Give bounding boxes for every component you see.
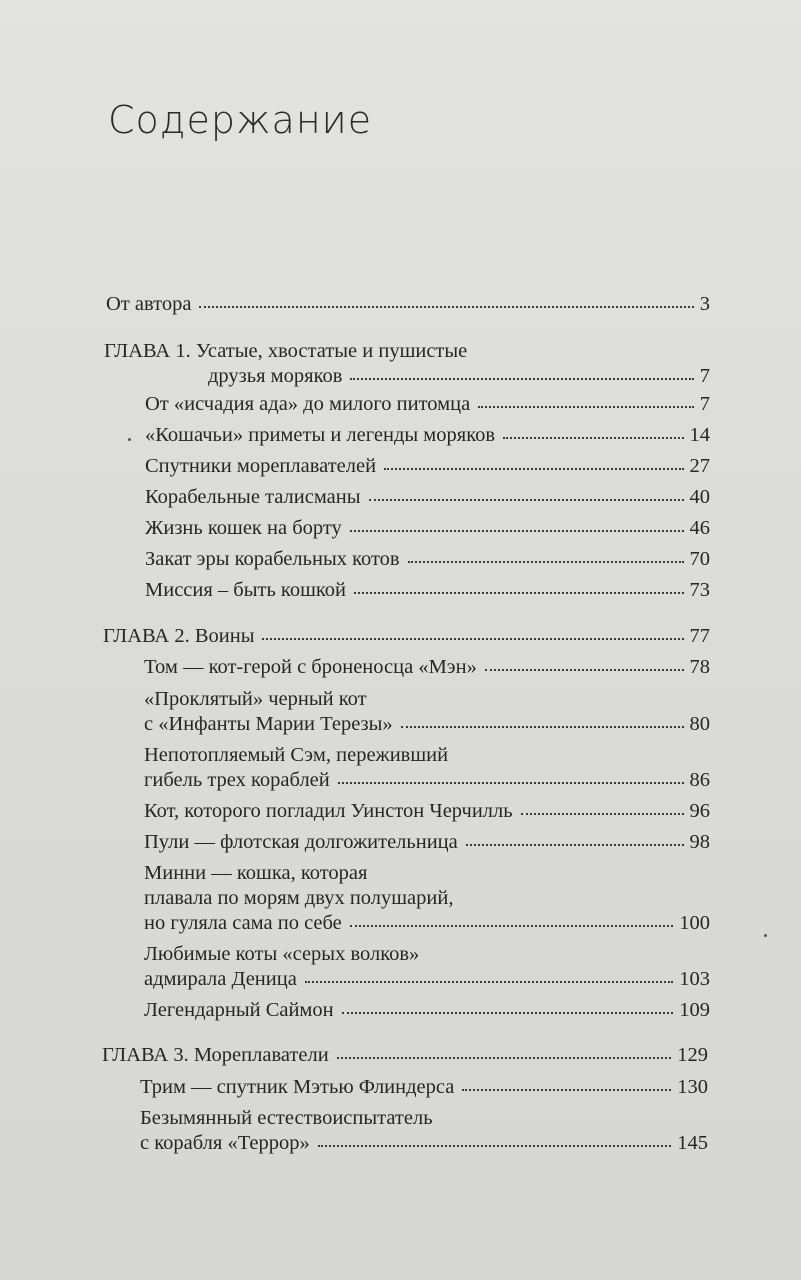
toc-entry-title: Пули — флотская долгожительница bbox=[144, 831, 458, 853]
toc-entry-title: с «Инфанты Марии Терезы» bbox=[144, 713, 393, 735]
paper-speck bbox=[764, 934, 767, 937]
leader-dots bbox=[354, 590, 683, 594]
toc-entry bbox=[144, 768, 710, 792]
toc-entry bbox=[106, 292, 710, 316]
toc-entry-title: Легендарный Саймон bbox=[144, 999, 334, 1021]
leader-dots bbox=[350, 528, 684, 532]
toc-entry-page: 46 bbox=[689, 517, 710, 539]
toc-entry bbox=[144, 799, 710, 823]
toc-entry-title: Спутники мореплавателей bbox=[145, 455, 377, 477]
toc-entry bbox=[144, 712, 710, 736]
toc-entry-title: «Проклятый» черный кот bbox=[144, 688, 367, 710]
toc-entry-page: 78 bbox=[689, 656, 710, 678]
toc-entry bbox=[144, 655, 710, 679]
leader-dots bbox=[369, 497, 684, 501]
toc-entry-title: Безымянный естествоиспытатель bbox=[140, 1107, 433, 1129]
toc-entry-page: 100 bbox=[679, 912, 710, 934]
toc-entry-title: друзья моряков bbox=[208, 365, 343, 387]
toc-entry bbox=[144, 911, 710, 935]
toc-entry-page: 3 bbox=[699, 293, 710, 315]
toc-entry-page: 129 bbox=[677, 1044, 708, 1066]
toc-entry-title: адмирала Деница bbox=[144, 968, 297, 990]
toc-entry-page: 27 bbox=[689, 455, 710, 477]
toc-entry bbox=[145, 547, 710, 571]
toc-entry bbox=[144, 830, 710, 854]
leader-dots bbox=[503, 435, 683, 439]
toc-entry-page: 80 bbox=[689, 713, 710, 735]
toc-entry-title: Миссия – быть кошкой bbox=[145, 579, 347, 601]
toc-entry bbox=[145, 516, 710, 540]
toc-entry bbox=[145, 485, 710, 509]
leader-dots bbox=[401, 724, 684, 728]
toc-entry-page: 96 bbox=[689, 800, 710, 822]
toc-entry-title: Жизнь кошек на борту bbox=[145, 517, 342, 539]
leader-dots bbox=[521, 811, 684, 815]
toc-entry-page: 73 bbox=[689, 579, 710, 601]
toc-entry bbox=[145, 578, 710, 602]
toc-entry bbox=[145, 392, 710, 416]
leader-dots bbox=[462, 1087, 671, 1091]
toc-entry-page: 145 bbox=[677, 1132, 708, 1154]
leader-dots bbox=[478, 404, 694, 408]
toc-entry-title: ГЛАВА 3. Мореплаватели bbox=[102, 1044, 329, 1066]
leader-dots bbox=[337, 1055, 672, 1059]
toc-entry-title: ГЛАВА 2. Воины bbox=[103, 625, 255, 647]
toc-entry-title: плавала по морям двух полушарий, bbox=[144, 887, 454, 909]
toc-entry-page: 103 bbox=[679, 968, 710, 990]
toc-entry-page: 130 bbox=[677, 1076, 708, 1098]
toc-entry-page: 98 bbox=[689, 831, 710, 853]
toc-entry-title: Закат эры корабельных котов bbox=[145, 548, 400, 570]
toc-entry-page: 86 bbox=[689, 769, 710, 791]
toc-entry-title: Кот, которого погладил Уинстон Черчилль bbox=[144, 800, 513, 822]
toc-entry bbox=[140, 1131, 708, 1155]
page-title: Содержание bbox=[108, 98, 373, 142]
toc-entry-page: 70 bbox=[689, 548, 710, 570]
toc-entry-page: 77 bbox=[689, 625, 710, 647]
toc-entry-title: с корабля «Террор» bbox=[140, 1132, 310, 1154]
toc-entry-title: Минни — кошка, которая bbox=[144, 862, 368, 884]
leader-dots bbox=[485, 667, 684, 671]
toc-entry bbox=[145, 423, 710, 447]
leader-dots bbox=[466, 842, 684, 846]
toc-entry bbox=[144, 998, 710, 1022]
toc-entry-page: 40 bbox=[689, 486, 710, 508]
toc-entry-page: 7 bbox=[699, 393, 710, 415]
leader-dots bbox=[262, 636, 683, 640]
leader-dots bbox=[199, 304, 693, 308]
toc-entry-title: Непотопляемый Сэм, переживший bbox=[144, 744, 449, 766]
toc-entry bbox=[208, 364, 710, 388]
toc-entry-title: Том — кот-герой с броненосца «Мэн» bbox=[144, 656, 477, 678]
leader-dots bbox=[342, 1010, 674, 1014]
leader-dots bbox=[305, 979, 673, 983]
toc-entry-title: гибель трех кораблей bbox=[144, 769, 330, 791]
toc-entry-title: Любимые коты «серых волков» bbox=[144, 943, 420, 965]
leader-dots bbox=[318, 1143, 671, 1147]
leader-dots bbox=[350, 376, 693, 380]
chapter-heading bbox=[103, 624, 710, 648]
leader-dots bbox=[338, 780, 684, 784]
chapter-heading: ГЛАВА 1. Усатые, хвостатые и пушистые bbox=[104, 340, 468, 362]
leader-dots bbox=[350, 923, 673, 927]
toc-entry-title: Корабельные талисманы bbox=[145, 486, 361, 508]
toc-entry-page: 7 bbox=[699, 365, 710, 387]
leader-dots bbox=[408, 559, 684, 563]
paper-speck bbox=[128, 438, 131, 441]
leader-dots bbox=[384, 466, 683, 470]
toc-entry-title: Трим — спутник Мэтью Флиндерса bbox=[140, 1076, 455, 1098]
toc-entry bbox=[145, 454, 710, 478]
toc-entry-title: но гуляла сама по себе bbox=[144, 912, 342, 934]
toc-entry-title: «Кошачьи» приметы и легенды моряков bbox=[145, 424, 496, 446]
toc-entry-page: 14 bbox=[689, 424, 710, 446]
toc-entry-page: 109 bbox=[679, 999, 710, 1021]
toc-entry bbox=[144, 967, 710, 991]
toc-entry bbox=[140, 1075, 708, 1099]
toc-entry-title: От «исчадия ада» до милого питомца bbox=[145, 393, 471, 415]
chapter-heading bbox=[102, 1043, 708, 1067]
toc-entry-title: От автора bbox=[106, 293, 192, 315]
